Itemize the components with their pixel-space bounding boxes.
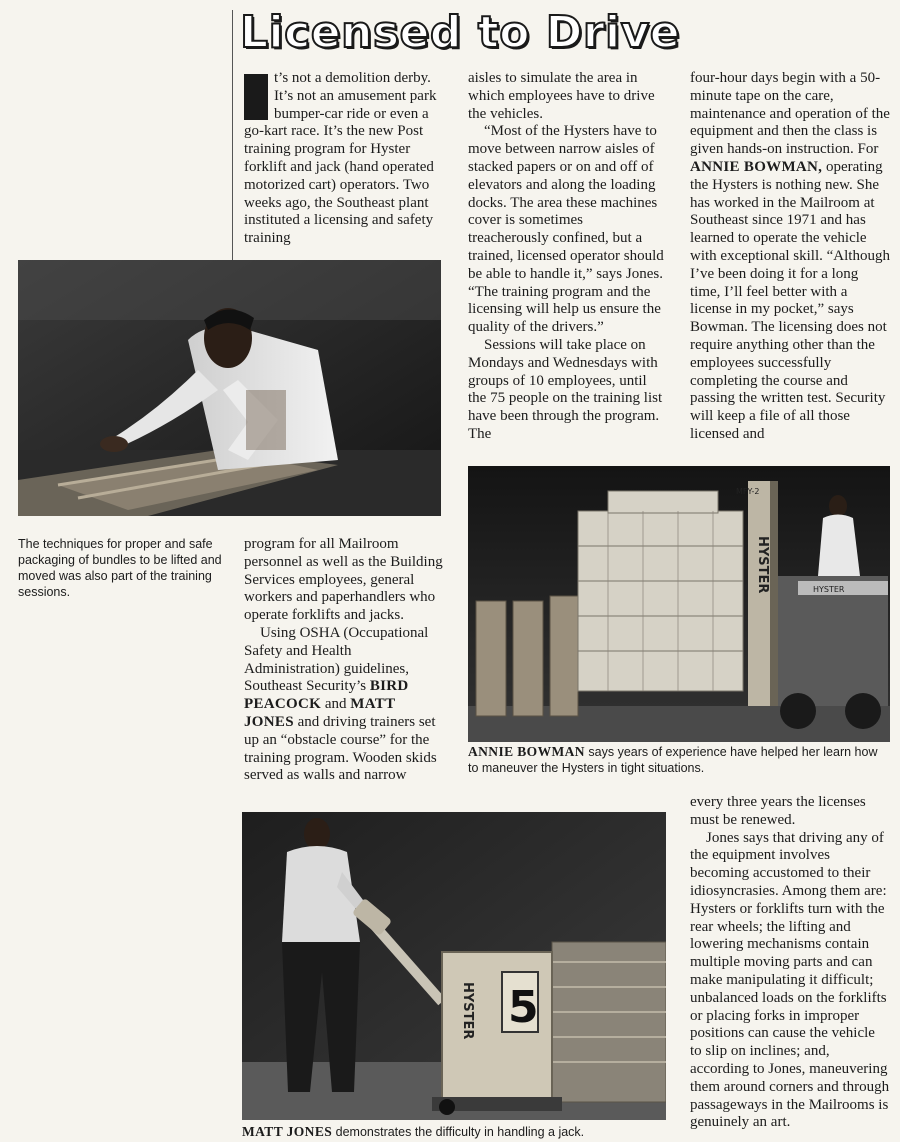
- photo-matt-jones-caption: [242, 1124, 672, 1140]
- article-title: Licensed to Drive: [240, 7, 681, 58]
- column-3-bottom: [690, 794, 890, 1139]
- paragraph-text: and: [321, 696, 351, 713]
- paragraph: Sessions will take place on Mondays and Wednesdays with groups of 10 employees, until the 75 people on the training list have been through the program. The: [468, 336, 663, 442]
- photo-packaging-illustration: [18, 260, 441, 516]
- column-2: [468, 70, 666, 460]
- paragraph-text: operating the Hysters is nothing new. She has worked in the Mailroom at Southeast since 1971 and has learned to operate the vehicle with exceptional skill. “Although I’ve been doing it for a long time, I’ll feel better with a license in my pocket,” says Bowman. The licensing does not require anything other than the employees successfully completing the course and passing the written test. Security will keep a file of all those licensed and: [690, 158, 890, 442]
- caption-text: says years of experience have helped her learn how to maneuver the Hysters in tight situations.: [468, 745, 878, 775]
- photo-matt-jones-jack: [242, 812, 666, 1120]
- person-name: MATT JONES: [244, 696, 396, 730]
- caption-text: demonstrates the difficulty in handling a jack.: [332, 1125, 585, 1139]
- paragraph: [690, 70, 890, 444]
- paragraph: Jones says that driving any of the equipment involves becoming accustomed to their idiosyncrasies. Among them are: Hysters or forklifts turn with the rear wheels; the lifting and lowering mechanisms contain multiple moving parts and can make manipulating it difficult; unbalanced loads on the forklifts or placing forks in improper positions can cause the vehicle to slip on inclines; and, according to Jones, maneuvering them around corners and through passageways in the Mailrooms is genuinely an art.: [690, 829, 890, 1131]
- paragraph: [244, 625, 444, 785]
- jack-brand-text: HYSTER: [460, 982, 475, 1040]
- paragraph-text: Using OSHA (Occupational Safety and Health Administration) guidelines, Southeast Security’s: [244, 624, 429, 695]
- photo-annie-bowman-caption: [468, 744, 890, 776]
- person-name: ANNIE BOWMAN,: [690, 158, 823, 175]
- paragraph-text: and driving trainers set up an “obstacle course” for the training program. Wooden skids served as walls and narrow: [244, 713, 437, 784]
- person-name: BIRD PEACOCK: [244, 678, 409, 713]
- column-1-top: [244, 70, 442, 250]
- caption-name: ANNIE BOWMAN: [468, 744, 585, 759]
- column-1-bottom: [244, 536, 444, 798]
- caption-name: MATT JONES: [242, 1124, 333, 1139]
- photo-annie-bowman-forklift: [468, 466, 890, 742]
- photo-packaging-caption: The techniques for proper and safe packaging of bundles to be lifted and moved was also part of the training sessions.: [18, 537, 222, 599]
- photo-packaging-bundles: [18, 260, 441, 516]
- jack-number-text: 5: [508, 982, 539, 1033]
- column-3-top: [690, 70, 890, 460]
- body-brand-text: HYSTER: [813, 585, 845, 594]
- paragraph: every three years the licenses must be renewed.: [690, 794, 866, 828]
- paragraph-text: four-hour days begin with a 50-minute tape on the care, maintenance and operation of the equipment and then the class is given hands-on instruction. For: [690, 70, 890, 158]
- drop-cap: [244, 74, 268, 120]
- photo-forklift-illustration: [468, 466, 890, 742]
- paragraph: aisles to simulate the area in which employees have to drive the vehicles.: [468, 70, 655, 122]
- photo-jack-illustration: [242, 812, 666, 1120]
- mast-brand-text: HYSTER: [755, 536, 770, 594]
- paragraph: “Most of the Hysters have to move between narrow aisles of stacked papers or on and off of elevators and along the loading docks. The area these machines cover is sometimes treacherously confined, but a trained, licensed operator should be able to handle it,” says Jones. “The training program and the licensing will help us ensure the quality of the drivers.”: [468, 123, 664, 336]
- mast-tag-text: MFY-2: [736, 487, 760, 496]
- paragraph: program for all Mailroom personnel as well as the Building Services employees, general workers and paperhandlers who operate forklifts and jacks.: [244, 536, 443, 624]
- header-rule: [232, 10, 233, 260]
- paragraph: [244, 70, 442, 248]
- paragraph-text: t’s not a demolition derby. It’s not an amusement park bumper-car ride or even a go-kart race. It’s the new Post training program for Hyster forklift and jack (hand operated motorized cart) operators. Two weeks ago, the Southeast plant instituted a licensing and safety training: [244, 70, 437, 247]
